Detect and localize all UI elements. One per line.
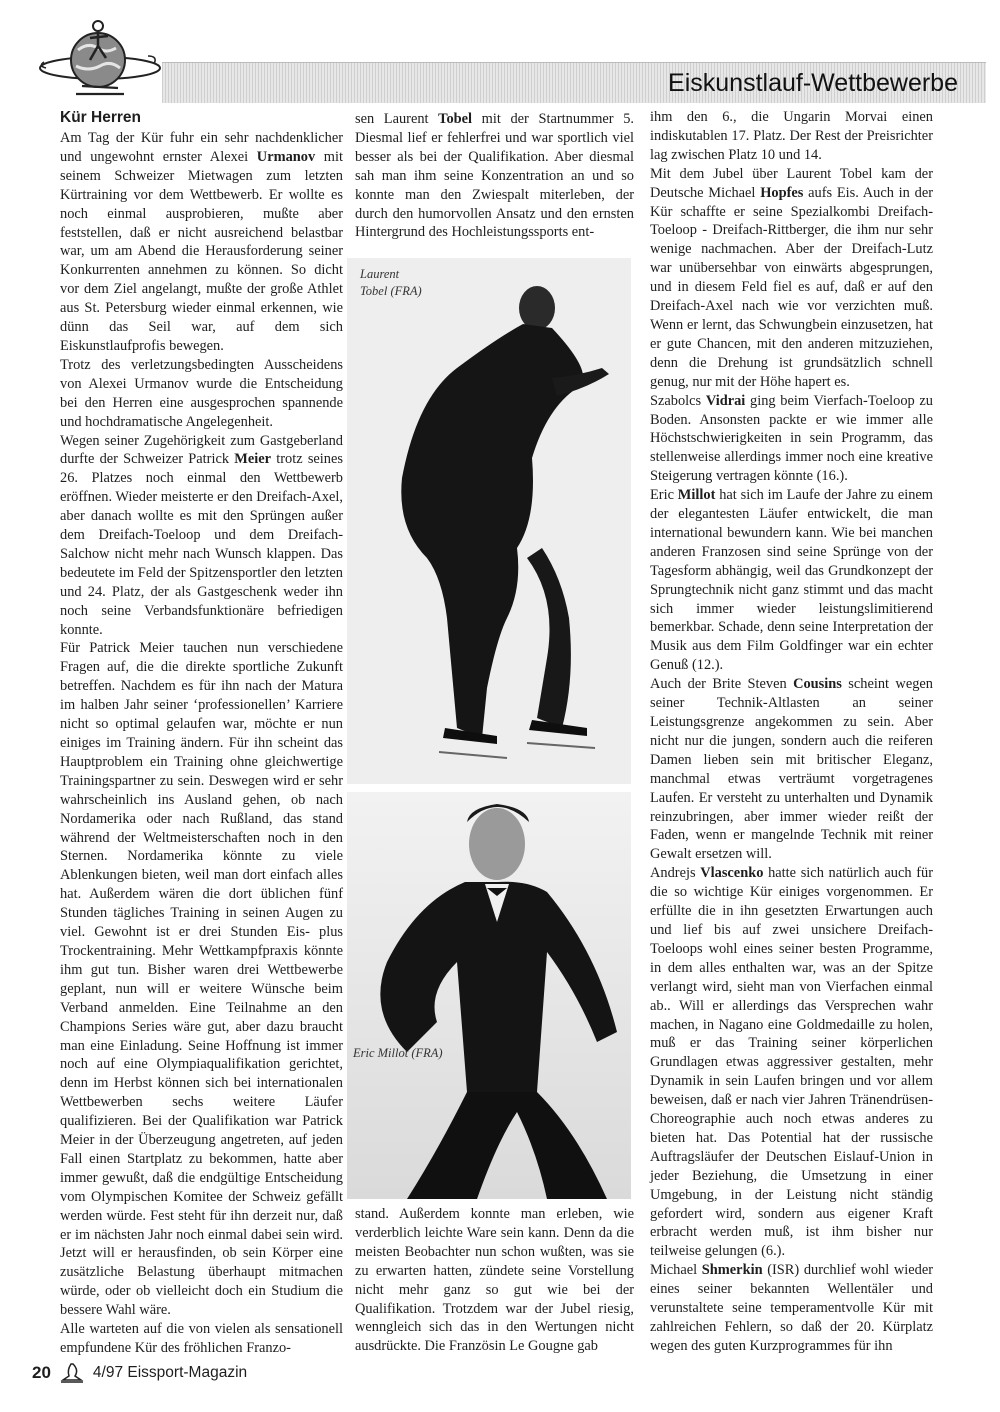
column-2-bottom bbox=[355, 1205, 634, 1356]
photo-eric-millot bbox=[347, 792, 631, 1199]
skater-logo-icon bbox=[59, 1362, 85, 1384]
paragraph: Eric Millot hat sich im Laufe der Jahre zu einem der elegantesten Läufer entwickelt, die man international bewundern kann. Wie bei manchen anderen Franzosen sind seine Sprünge von der Tagesform abhängig, weil das Grundkonzept der Sprungtechnik nicht ganz stimmt und das macht sich immer wieder leistungslimitierend bemerkbar. Schade, denn seine Interpretation der Musik aus dem Film Goldfinger war ein echter Genuß (12.). bbox=[650, 487, 933, 674]
magazine-issue: 4/97 Eissport-Magazin bbox=[92, 1364, 248, 1381]
column-1 bbox=[60, 108, 343, 1358]
paragraph: Alle warteten auf die von vielen als sensationell empfundene Kür des fröhlichen Franzo- bbox=[60, 1321, 343, 1356]
paragraph: Für Patrick Meier tauchen nun verschiedene Fragen auf, die die direkte sportliche Zukunft betreffen. Nachdem es für ihn nach der Matura im halben Jahr seiner ‘professionellen’ Karriere nicht so optimal gelaufen war, möchte er nun einiges im Training ändern. Für ihn scheint das Hauptproblem ein Training ohne gleichwertige Trainingspartner zu sein. Deswegen wird er sehr wahrscheinlich ins Ausland gehen, ob nach Nordamerika oder nach Rußland, das stand während der Weltmeisterschaften noch in den Sternen. Nordamerika könnte zu viele Ablenkungen bieten, weil man dort einfach alles hat. Außerdem wären die dort üblichen fünf Stunden tägliches Training in seinen Augen zu viel. Gewohnt ist er drei Stunden Eis- plus Trockentraining. Mehr Wettkampfpraxis könnte ihm gut tun. Bisher waren drei Wettbewerbe geplant, nun will er weitere Wünsche beim Verband anmelden. Eine Teilnahme an den Champions Series wäre gut, aber dazu braucht man eine Einladung. Seine Hoffnung ist immer noch auf eine Olympiaqualifikation gerichtet, denn im Herbst können sich bei internationalen Wettbewerben sechs weitere Läufer qualifizieren. Bei der Qualifikation war Patrick Meier in der Überzeugung angetreten, auf jeden Fall einen Startplatz zu bekommen, hatte aber immer gewußt, daß die endgültige Entscheidung vom Olympischen Komitee der Schweiz gefällt werden würde. Fest steht für ihn derzeit nur, daß er im nächsten Jahr noch einmal dabei sein wird. Jetzt will er herausfinden, ob sein Körper eine zusätzliche Belastung überhaupt mitmachen würde, oder ob vielleicht doch ein Studium die bessere Wahl wäre. bbox=[60, 640, 343, 1319]
paragraph: Szabolcs Vidrai ging beim Vierfach-Toeloop zu Boden. Ansonsten packte er wie immer alle Höchstschwierigkeiten in sein Programm, das stellenweise allerdings immer noch eine kreative Steigerung vertragen könnte (16.). bbox=[650, 392, 933, 485]
photo-caption: Eric Millot (FRA) bbox=[353, 1046, 443, 1060]
photo-laurent-tobel bbox=[347, 258, 631, 784]
paragraph: sen Laurent Tobel mit der Startnummer 5. Diesmal lief er fehlerfrei und war sportlich viel besser als bei der Qualifikation. Aber diesmal sah man ihm seine Konzentration an und so konnte man den Zwiespalt miterleben, der durch den humorvollen Ansatz und den ernsten Hintergrund des Hochleistungssports ent- bbox=[355, 111, 635, 241]
paragraph: Wegen seiner Zugehörigkeit zum Gastgeberland durfte der Schweizer Patrick Meier trotz seines 26. Platzes noch einmal den Wettbewerb eröffnen. Wieder meisterte er den Dreifach-Axel, aber danach wollte es mit den Sprüngen außer dem Dreifach-Toeloop und dem Dreifach-Salchow nicht mehr nach Wunsch klappen. Das bedeutete im Feld der Spitzensportler den letzten und 24. Platz, der als Gastgeschenk weder ihn noch seine Verbandsfunktionäre befriedigen konnte. bbox=[60, 432, 343, 638]
photo-caption: Laurent Tobel (FRA) bbox=[360, 267, 422, 298]
magazine-logo-icon bbox=[38, 16, 163, 108]
paragraph: Mit dem Jubel über Laurent Tobel kam der Deutsche Michael Hopfes aufs Eis. Auch in der Kür schaffte er seine Spezialkombi Dreifach-Toeloop - Dreifach-Rittberger, die ihm nur sehr wenige nachmachen. Aber der Dreifach-Lutz war unübersehbar von einwärts abgesprungen, und in diesem Feld fiel es auf, daß er auf den Dreifach-Axel nach wie vor verzichten muß. Wenn er lernt, das Schwungbein einzusetzen, hat er gute Chancen, mit den anderen mitzuziehen, denn die Drehung ist grundsätzlich schnell genug, nur mit der Höhe hapert es. bbox=[650, 165, 933, 390]
page-number: 20 bbox=[32, 1363, 51, 1382]
paragraph: Am Tag der Kür fuhr ein sehr nachdenklicher und ungewohnt ernster Alexei Urmanov mit seinem Schweizer Mietwagen zum letzten Kürtraining vor dem Wettbewerb. Er wollte es noch einmal ausprobieren, mußte aber feststellen, daß er nicht ausreichend belastbar war, um am Abend die Herausforderung seiner Konkurrenten annehmen zu können. So dicht vor dem Ziel angelangt, mußte der große Athlet aus St. Petersburg wieder einmal erkennen, wie dünn das Seil war, auf dem sich Eiskunstlaufprofis bewegen. bbox=[60, 130, 343, 354]
skater-silhouette-icon bbox=[347, 792, 631, 1199]
paragraph: Auch der Brite Steven Cousins scheint wegen seiner Technik-Altlasten an seiner Leistungsgrenze angekommen zu sein. Aber nicht nur die jungen, sondern auch die reiferen Damen lieben sein mit britischer Eleganz, manchmal etwas verträumt vorgetragenes Laufen. Er versteht zu unterhalten und Dynamik reinzubringen, aber immer wieder reißt der Faden, wenn er mangelnde Technik mit reiner Gewalt ersetzen will. bbox=[650, 676, 933, 863]
paragraph: Trotz des verletzungsbedingten Ausscheidens von Alexei Urmanov wurde die Entscheidung bei den Herren eine ausgesprochen spannende und hochdramatische Angelegenheit. bbox=[60, 356, 343, 430]
header-banner bbox=[162, 62, 986, 103]
paragraph: ihm den 6., die Ungarin Morvai einen indiskutablen 17. Platz. Der Rest der Preisrichter lag zwischen Platz 10 und 14. bbox=[650, 109, 933, 163]
column-2 bbox=[355, 110, 634, 242]
skater-silhouette-icon bbox=[347, 258, 631, 784]
paragraph: Andrejs Vlascenko hatte sich natürlich auch für die so wichtige Kür einiges vorgenommen. Er erfüllte die in ihn gesetzten Erwartungen auch und lief bis auf zwei unsichere Dreifach-Toeloops wohl eines seiner besten Programme, in dem alles enthalten war, was an der Spitze verlangt wird, sieht man von Vierfachen einmal ab.. Will er allerdings das Versprechen wahr machen, in Nagano eine Goldmedaille zu holen, muß er das Training seiner körperlichen Grundlagen etwas aggressiver gestalten, mehr Dynamik in sein Laufen bringen und vor allem beweisen, daß er nach vier Jahren Tränendrüsen-Choreographie auch noch etwas anderes zu bieten hat. Das Potential hat der russische Auftragsläufer der Deutschen Eislauf-Union in jeder Beziehung, die Umsetzung in einer Umgebung, in der Leistung nicht ständig gefordert wird, sondern aus eigener Kraft erbracht werden muß, ist ihm bisher nur teilweise gelungen (6.). bbox=[650, 865, 933, 1260]
page-title: Eiskunstlauf-Wettbewerbe bbox=[668, 69, 958, 97]
section-heading: Kür Herren bbox=[60, 109, 141, 126]
column-3 bbox=[650, 108, 933, 1356]
paragraph: Michael Shmerkin (ISR) durchlief wohl wieder eines seiner bekannten Wellentäler und verunstaltete seine temperamentvolle Kür mit zahlreichen Fehlern, so daß der 20. Kürplatz wegen des guten Kurzprogrammes für ihn bbox=[650, 1262, 933, 1354]
page-footer bbox=[32, 1362, 247, 1384]
paragraph: stand. Außerdem konnte man erleben, wie verderblich leichte Ware sein kann. Denn da die meisten Beobachter nun schon wußten, was sie zu erwarten hatten, zündete seine Vorstellung nicht mehr ganz so gut wie bei der Qualifikation. Trotzdem war der Jubel riesig, wenngleich sich das in den Wertungen nicht ausdrückte. Die Französin Le Gougne gab bbox=[355, 1206, 634, 1355]
